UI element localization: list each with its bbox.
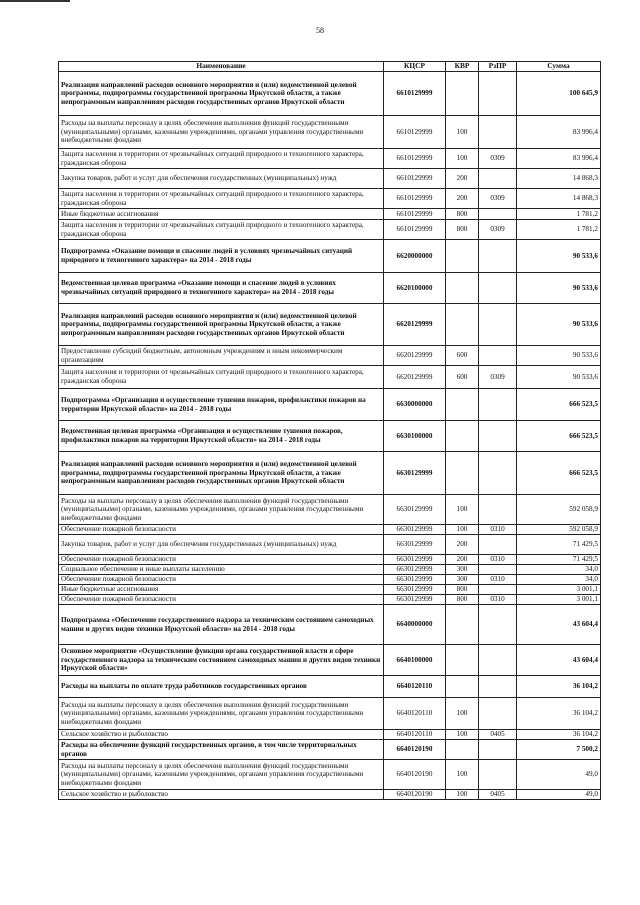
cell-kvr: 200 — [446, 189, 479, 209]
cell-kvr: 800 — [446, 220, 479, 240]
budget-table — [58, 61, 601, 800]
cell-sum: 1 781,2 — [517, 209, 601, 220]
cell-sum: 3 001,1 — [517, 595, 601, 605]
table-row — [59, 389, 601, 421]
cell-code: 6620129999 — [384, 366, 446, 389]
cell-sum: 36 104,2 — [517, 698, 601, 730]
cell-rzpr — [479, 645, 517, 676]
table-row — [59, 760, 601, 790]
cell-kvr — [446, 452, 479, 495]
table-row — [59, 116, 601, 149]
cell-sum: 83 996,4 — [517, 116, 601, 149]
cell-kvr: 200 — [446, 169, 479, 189]
cell-sum: 7 500,2 — [517, 740, 601, 760]
cell-kvr: 100 — [446, 149, 479, 169]
cell-kvr: 100 — [446, 790, 479, 800]
table-row — [59, 346, 601, 366]
cell-name: Закупка товаров, работ и услуг для обеспечения государственных (муниципальных) нужд — [59, 535, 384, 555]
table-row — [59, 585, 601, 595]
cell-code: 6620129999 — [384, 304, 446, 346]
cell-name: Расходы на выплаты персоналу в целях обеспечения выполнения функций государственными (муниципальными) органами, казенными учреждениями, органами управления государственными внебюджетными фондами — [59, 116, 384, 149]
cell-name: Защита населения и территории от чрезвычайных ситуаций природного и техногенного характера, гражданская оборона — [59, 149, 384, 169]
cell-kvr — [446, 389, 479, 421]
cell-kvr — [446, 645, 479, 676]
cell-code: 6610129999 — [384, 220, 446, 240]
table-row — [59, 304, 601, 346]
cell-code: 6630129999 — [384, 495, 446, 525]
table-row — [59, 698, 601, 730]
cell-kvr — [446, 72, 479, 116]
cell-rzpr: 0310 — [479, 555, 517, 565]
cell-code: 6640000000 — [384, 605, 446, 645]
cell-rzpr — [479, 240, 517, 273]
cell-sum: 71 429,5 — [517, 535, 601, 555]
cell-name: Иные бюджетные ассигнования — [59, 209, 384, 220]
cell-name: Обеспечение пожарной безопасности — [59, 595, 384, 605]
cell-name: Защита населения и территории от чрезвычайных ситуаций природного и техногенного характера, гражданская оборона — [59, 189, 384, 209]
table-row — [59, 565, 601, 575]
cell-name: Социальное обеспечение и иные выплаты населению — [59, 565, 384, 575]
cell-name: Сельское хозяйство и рыболовство — [59, 790, 384, 800]
cell-name: Обеспечение пожарной безопасности — [59, 555, 384, 565]
cell-code: 6630000000 — [384, 389, 446, 421]
cell-sum: 3 001,1 — [517, 585, 601, 595]
cell-name: Защита населения и территории от чрезвычайных ситуаций природного и техногенного характера, гражданская оборона — [59, 366, 384, 389]
cell-code: 6610129999 — [384, 149, 446, 169]
cell-sum: 90 533,6 — [517, 304, 601, 346]
cell-name: Расходы на выплаты по оплате труда работников государственных органов — [59, 676, 384, 698]
table-row — [59, 595, 601, 605]
cell-code: 6630129999 — [384, 555, 446, 565]
table-row — [59, 676, 601, 698]
cell-rzpr — [479, 169, 517, 189]
cell-sum: 49,0 — [517, 760, 601, 790]
cell-rzpr: 0310 — [479, 595, 517, 605]
header-rzpr: РзПР — [479, 62, 517, 72]
cell-rzpr — [479, 760, 517, 790]
cell-rzpr: 0310 — [479, 525, 517, 535]
table-row — [59, 575, 601, 585]
header-sum: Сумма — [517, 62, 601, 72]
cell-name: Иные бюджетные ассигнования — [59, 585, 384, 595]
cell-rzpr: 0405 — [479, 790, 517, 800]
cell-sum: 666 523,5 — [517, 389, 601, 421]
cell-kvr: 100 — [446, 116, 479, 149]
cell-kvr: 300 — [446, 565, 479, 575]
cell-code: 6630100000 — [384, 421, 446, 452]
cell-name: Ведомственная целевая программа «Оказание помощи и спасение людей в условиях чрезвычайных ситуаций природного и техногенного характера» на 2014 - 2018 годы — [59, 273, 384, 304]
cell-rzpr — [479, 116, 517, 149]
cell-name: Подпрограмма «Обеспечение государственного надзора за техническим состоянием самоходных машин и других видов техники Иркутской области» на 2014 - 2018 годы — [59, 605, 384, 645]
cell-kvr: 200 — [446, 555, 479, 565]
cell-sum: 83 996,4 — [517, 149, 601, 169]
cell-name: Основное мероприятие «Осуществление функции органа государственной власти в сфере государственного надзора за техническим состоянием самоходных машин и других видов техники Иркутской области» — [59, 645, 384, 676]
cell-kvr — [446, 240, 479, 273]
cell-rzpr — [479, 585, 517, 595]
cell-code: 6630129999 — [384, 535, 446, 555]
table-row — [59, 790, 601, 800]
cell-sum: 592 058,9 — [517, 525, 601, 535]
table-row — [59, 273, 601, 304]
cell-sum: 14 868,3 — [517, 189, 601, 209]
cell-sum: 34,0 — [517, 575, 601, 585]
table-row — [59, 366, 601, 389]
cell-code: 6630129999 — [384, 565, 446, 575]
cell-sum: 100 645,9 — [517, 72, 601, 116]
table-row — [59, 535, 601, 555]
table-row — [59, 495, 601, 525]
table-row — [59, 452, 601, 495]
table-header-row — [59, 62, 601, 72]
cell-kvr — [446, 304, 479, 346]
cell-rzpr: 0309 — [479, 149, 517, 169]
cell-name: Реализация направлений расходов основного мероприятия и (или) ведомственной целевой программы, подпрограммы государственной программы Иркутской области, а также непрограммным направлениям расходов государственных органов Иркутской области — [59, 452, 384, 495]
cell-rzpr — [479, 535, 517, 555]
cell-rzpr — [479, 605, 517, 645]
cell-rzpr — [479, 452, 517, 495]
cell-code: 6640120110 — [384, 730, 446, 740]
table-row — [59, 555, 601, 565]
header-kvr: КВР — [446, 62, 479, 72]
cell-sum: 90 533,6 — [517, 346, 601, 366]
cell-name: Реализация направлений расходов основного мероприятия и (или) ведомственной целевой программы, подпрограммы государственной программы Иркутской области, а также непрограммным направлениям расходов государственных органов Иркутской области — [59, 304, 384, 346]
cell-sum: 43 604,4 — [517, 645, 601, 676]
cell-name: Подпрограмма «Оказание помощи и спасение людей в условиях чрезвычайных ситуаций природного и техногенного характера» на 2014 - 2018 годы — [59, 240, 384, 273]
cell-sum: 36 104,2 — [517, 676, 601, 698]
table-row — [59, 421, 601, 452]
cell-name: Подпрограмма «Организация и осуществление тушения пожаров, профилактики пожаров на территории Иркутской области» на 2014 - 2018 годы — [59, 389, 384, 421]
cell-kvr: 600 — [446, 346, 479, 366]
cell-code: 6610129999 — [384, 189, 446, 209]
cell-rzpr — [479, 740, 517, 760]
cell-code: 6640100000 — [384, 645, 446, 676]
cell-kvr: 100 — [446, 760, 479, 790]
cell-rzpr: 0310 — [479, 575, 517, 585]
cell-name: Защита населения и территории от чрезвычайных ситуаций природного и техногенного характера, гражданская оборона — [59, 220, 384, 240]
table-row — [59, 72, 601, 116]
cell-rzpr — [479, 209, 517, 220]
cell-sum: 592 058,9 — [517, 495, 601, 525]
cell-rzpr — [479, 698, 517, 730]
cell-code: 6640120110 — [384, 676, 446, 698]
cell-code: 6620100000 — [384, 273, 446, 304]
table-row — [59, 740, 601, 760]
cell-kvr — [446, 605, 479, 645]
table-row — [59, 149, 601, 169]
cell-code: 6640120190 — [384, 790, 446, 800]
cell-code: 6640120110 — [384, 698, 446, 730]
cell-kvr: 100 — [446, 730, 479, 740]
cell-name: Предоставление субсидий бюджетным, автономным учреждениям и иным некоммерческим организациям — [59, 346, 384, 366]
cell-name: Расходы на выплаты персоналу в целях обеспечения выполнения функций государственными (муниципальными) органами, казенными учреждениями, органами управления государственными внебюджетными фондами — [59, 698, 384, 730]
cell-sum: 90 533,6 — [517, 366, 601, 389]
cell-kvr — [446, 421, 479, 452]
cell-code: 6620129999 — [384, 346, 446, 366]
cell-code: 6630129999 — [384, 575, 446, 585]
cell-rzpr: 0309 — [479, 366, 517, 389]
cell-sum: 90 533,6 — [517, 240, 601, 273]
cell-name: Закупка товаров, работ и услуг для обеспечения государственных (муниципальных) нужд — [59, 169, 384, 189]
header-code: КЦСР — [384, 62, 446, 72]
cell-sum: 49,0 — [517, 790, 601, 800]
header-name: Наименование — [59, 62, 384, 72]
cell-sum: 36 104,2 — [517, 730, 601, 740]
cell-kvr: 300 — [446, 575, 479, 585]
cell-kvr: 100 — [446, 495, 479, 525]
cell-kvr: 100 — [446, 698, 479, 730]
cell-code: 6610129999 — [384, 116, 446, 149]
cell-kvr: 600 — [446, 366, 479, 389]
cell-code: 6610129999 — [384, 72, 446, 116]
cell-code: 6630129999 — [384, 525, 446, 535]
scan-edge-mark — [0, 0, 70, 2]
table-row — [59, 240, 601, 273]
cell-kvr — [446, 676, 479, 698]
cell-rzpr — [479, 304, 517, 346]
table-row — [59, 220, 601, 240]
cell-rzpr — [479, 72, 517, 116]
table-row — [59, 605, 601, 645]
cell-rzpr — [479, 676, 517, 698]
cell-kvr — [446, 740, 479, 760]
cell-code: 6610129999 — [384, 169, 446, 189]
cell-kvr: 800 — [446, 595, 479, 605]
cell-name: Ведомственная целевая программа «Организация и осуществление тушения пожаров, профилактики пожаров на территории Иркутской области» на 2014 - 2018 годы — [59, 421, 384, 452]
page-number: 58 — [316, 26, 324, 35]
table-body — [59, 72, 601, 800]
cell-rzpr: 0309 — [479, 220, 517, 240]
cell-sum: 14 868,3 — [517, 169, 601, 189]
cell-sum: 1 781,2 — [517, 220, 601, 240]
cell-name: Обеспечение пожарной безопасности — [59, 525, 384, 535]
cell-code: 6630129999 — [384, 595, 446, 605]
cell-sum: 43 604,4 — [517, 605, 601, 645]
cell-kvr: 800 — [446, 585, 479, 595]
cell-rzpr — [479, 565, 517, 575]
cell-name: Расходы на обеспечение функций государственных органов, в том числе территориальных органов — [59, 740, 384, 760]
cell-code: 6610129999 — [384, 209, 446, 220]
cell-name: Обеспечение пожарной безопасности — [59, 575, 384, 585]
table-row — [59, 169, 601, 189]
cell-kvr — [446, 273, 479, 304]
table-row — [59, 189, 601, 209]
cell-sum: 666 523,5 — [517, 452, 601, 495]
cell-name: Сельское хозяйство и рыболовство — [59, 730, 384, 740]
cell-sum: 90 533,6 — [517, 273, 601, 304]
cell-name: Реализация направлений расходов основного мероприятия и (или) ведомственной целевой программы, подпрограммы государственной программы Иркутской области, а также непрограммным направлениям расходов государственных органов Иркутской области — [59, 72, 384, 116]
cell-rzpr — [479, 389, 517, 421]
cell-code: 6620000000 — [384, 240, 446, 273]
cell-sum: 71 429,5 — [517, 555, 601, 565]
cell-code: 6640120190 — [384, 740, 446, 760]
table-row — [59, 209, 601, 220]
cell-code: 6630129999 — [384, 585, 446, 595]
cell-code: 6630129999 — [384, 452, 446, 495]
table-row — [59, 645, 601, 676]
cell-rzpr: 0405 — [479, 730, 517, 740]
table-row — [59, 730, 601, 740]
cell-kvr: 100 — [446, 525, 479, 535]
cell-name: Расходы на выплаты персоналу в целях обеспечения выполнения функций государственными (муниципальными) органами, казенными учреждениями, органами управления государственными внебюджетными фондами — [59, 495, 384, 525]
cell-name: Расходы на выплаты персоналу в целях обеспечения выполнения функций государственными (муниципальными) органами, казенными учреждениями, органами управления государственными внебюджетными фондами — [59, 760, 384, 790]
cell-rzpr: 0309 — [479, 189, 517, 209]
cell-code: 6640120190 — [384, 760, 446, 790]
cell-rzpr — [479, 495, 517, 525]
cell-sum: 34,0 — [517, 565, 601, 575]
cell-rzpr — [479, 273, 517, 304]
cell-rzpr — [479, 346, 517, 366]
table-row — [59, 525, 601, 535]
cell-kvr: 800 — [446, 209, 479, 220]
cell-rzpr — [479, 421, 517, 452]
cell-sum: 666 523,5 — [517, 421, 601, 452]
cell-kvr: 200 — [446, 535, 479, 555]
